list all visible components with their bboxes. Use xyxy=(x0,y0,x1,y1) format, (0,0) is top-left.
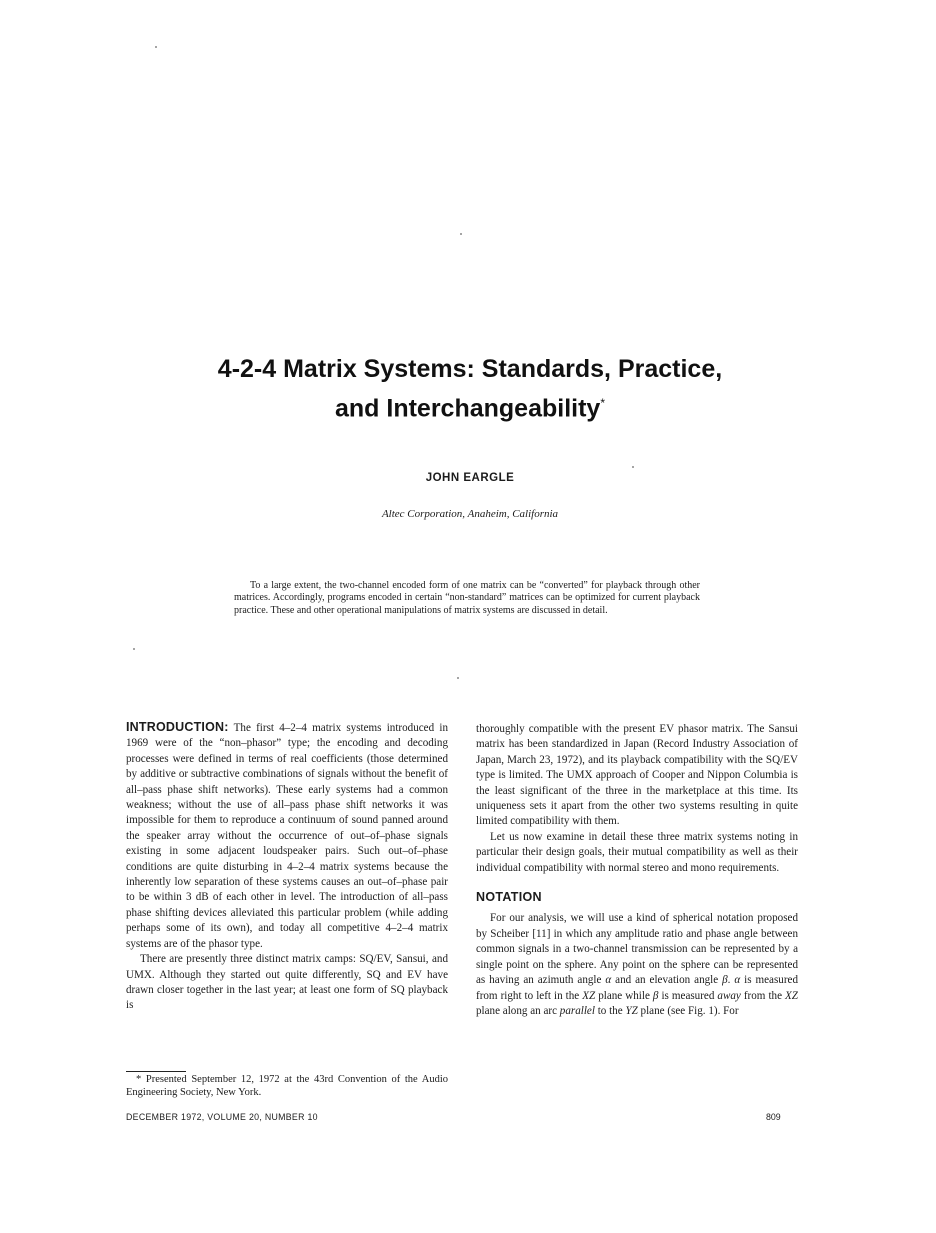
beta-symbol: β xyxy=(652,989,659,1002)
beta-symbol: β xyxy=(722,974,728,987)
notation-paragraph xyxy=(476,911,798,1019)
scan-speck xyxy=(460,233,462,235)
notation-text: plane (see Fig. 1). For xyxy=(637,1004,739,1017)
introduction-heading: INTRODUCTION: xyxy=(126,720,229,734)
left-column xyxy=(126,720,448,1014)
notation-text: from the xyxy=(740,989,786,1002)
xz-plane-label: XZ xyxy=(785,989,798,1002)
notation-text: is measured from right to left in the xyxy=(476,974,798,1002)
abstract: To a large extent, the two-channel encoded form of one matrix can be “converted” for playback through other matrices. Accordingly, programs encoded in certain “non-standard” matrices can be optimized for current playback practice. These and other operational manipulations of matrix systems are discussed in detail. xyxy=(234,580,700,616)
journal-issue-footer: DECEMBER 1972, VOLUME 20, NUMBER 10 xyxy=(126,1112,318,1122)
scan-speck xyxy=(457,677,459,679)
scan-speck xyxy=(632,466,634,468)
title-line-1: 4-2-4 Matrix Systems: Standards, Practice, xyxy=(217,355,723,383)
alpha-symbol: α xyxy=(605,974,612,987)
title-line-2: and Interchangeability xyxy=(334,394,601,423)
author-affiliation: Altec Corporation, Anaheim, California xyxy=(381,508,559,520)
footnote: * Presented September 12, 1972 at the 43rd Convention of the Audio Engineering Society, New York. xyxy=(126,1074,448,1098)
emphasis-parallel: parallel xyxy=(559,1004,595,1017)
yz-plane-label: YZ xyxy=(625,1004,638,1017)
notation-text: . xyxy=(727,974,735,987)
xz-plane-label: XZ xyxy=(582,989,596,1002)
right-paragraph-1: thoroughly compatible with the present EV phasor matrix. The Sansui matrix has been standardized in Japan (Record Industry Association of Japan, March 23, 1972), and its playback compatibility with the SQ/EV type is limited. The UMX approach of Cooper and Nippon Columbia is the least significant of the three in the marketplace at this time. Its uniqueness sets it apart from the other two systems resulting in quite limited compatibility with them. xyxy=(476,723,798,828)
notation-text: to the xyxy=(594,1004,626,1017)
page-number: 809 xyxy=(766,1112,781,1122)
notation-text: is measured xyxy=(658,989,718,1002)
title-footnote-mark: * xyxy=(600,396,605,410)
intro-paragraph-2: There are presently three distinct matrix camps: SQ/EV, Sansui, and UMX. Although they started out quite differently, SQ and EV have drawn closer together in the last year; at least one form of SQ playback is xyxy=(126,953,448,1012)
author-name: JOHN EARGLE xyxy=(425,472,515,484)
notation-heading: NOTATION xyxy=(476,890,542,905)
scan-speck xyxy=(155,46,157,48)
right-paragraph-2: Let us now examine in detail these three matrix systems noting in particular their design goals, their mutual compatibility as well as their individual compatibility with normal stereo and mono requirements. xyxy=(476,830,798,874)
scan-speck xyxy=(133,648,135,650)
notation-text: plane along an arc xyxy=(476,1004,560,1017)
intro-paragraph-1-text: The first 4–2–4 matrix systems introduced in 1969 were of the “non–phasor” type; the encoding and decoding processes were defined in terms of real coefficients (those determined by additive or subtractive combinations of signals without the benefit of all–pass phase shift networks). These early systems had a common weakness; without the use of all–pass phase shift networks it was impossible for them to reproduce a continuum of sound panned around the speaker array without the occurrence of out–of–phase signals existing in some adjacent loudspeaker pairs. Such out–of–phase conditions are quite disturbing in 4–2–4 matrix systems because the inherently low separation of these systems causes an out–of–phase pair to be within 3 dB of each other in level. The introduction of all–pass phase shifting devices alleviated this particular problem (while adding perhaps some of its own), and today all competitive 4–2–4 matrix systems are of the phasor type. xyxy=(126,722,448,950)
emphasis-away: away xyxy=(717,989,741,1002)
right-column xyxy=(476,722,798,1019)
paper-title xyxy=(120,352,820,425)
notation-text: and an elevation angle xyxy=(611,974,723,987)
alpha-symbol: α xyxy=(734,974,741,987)
notation-text: For our analysis, we will use a kind of spherical notation proposed by Scheiber [11] in which any amplitude ratio and phase angle between common signals in a two-channel transmission can be represented by a single point on the sphere. Any point on the sphere can be represented as having an azimuth angle xyxy=(476,912,798,987)
notation-text: plane while xyxy=(595,989,653,1002)
footnote-rule xyxy=(126,1071,186,1072)
intro-paragraph-1 xyxy=(126,720,448,952)
